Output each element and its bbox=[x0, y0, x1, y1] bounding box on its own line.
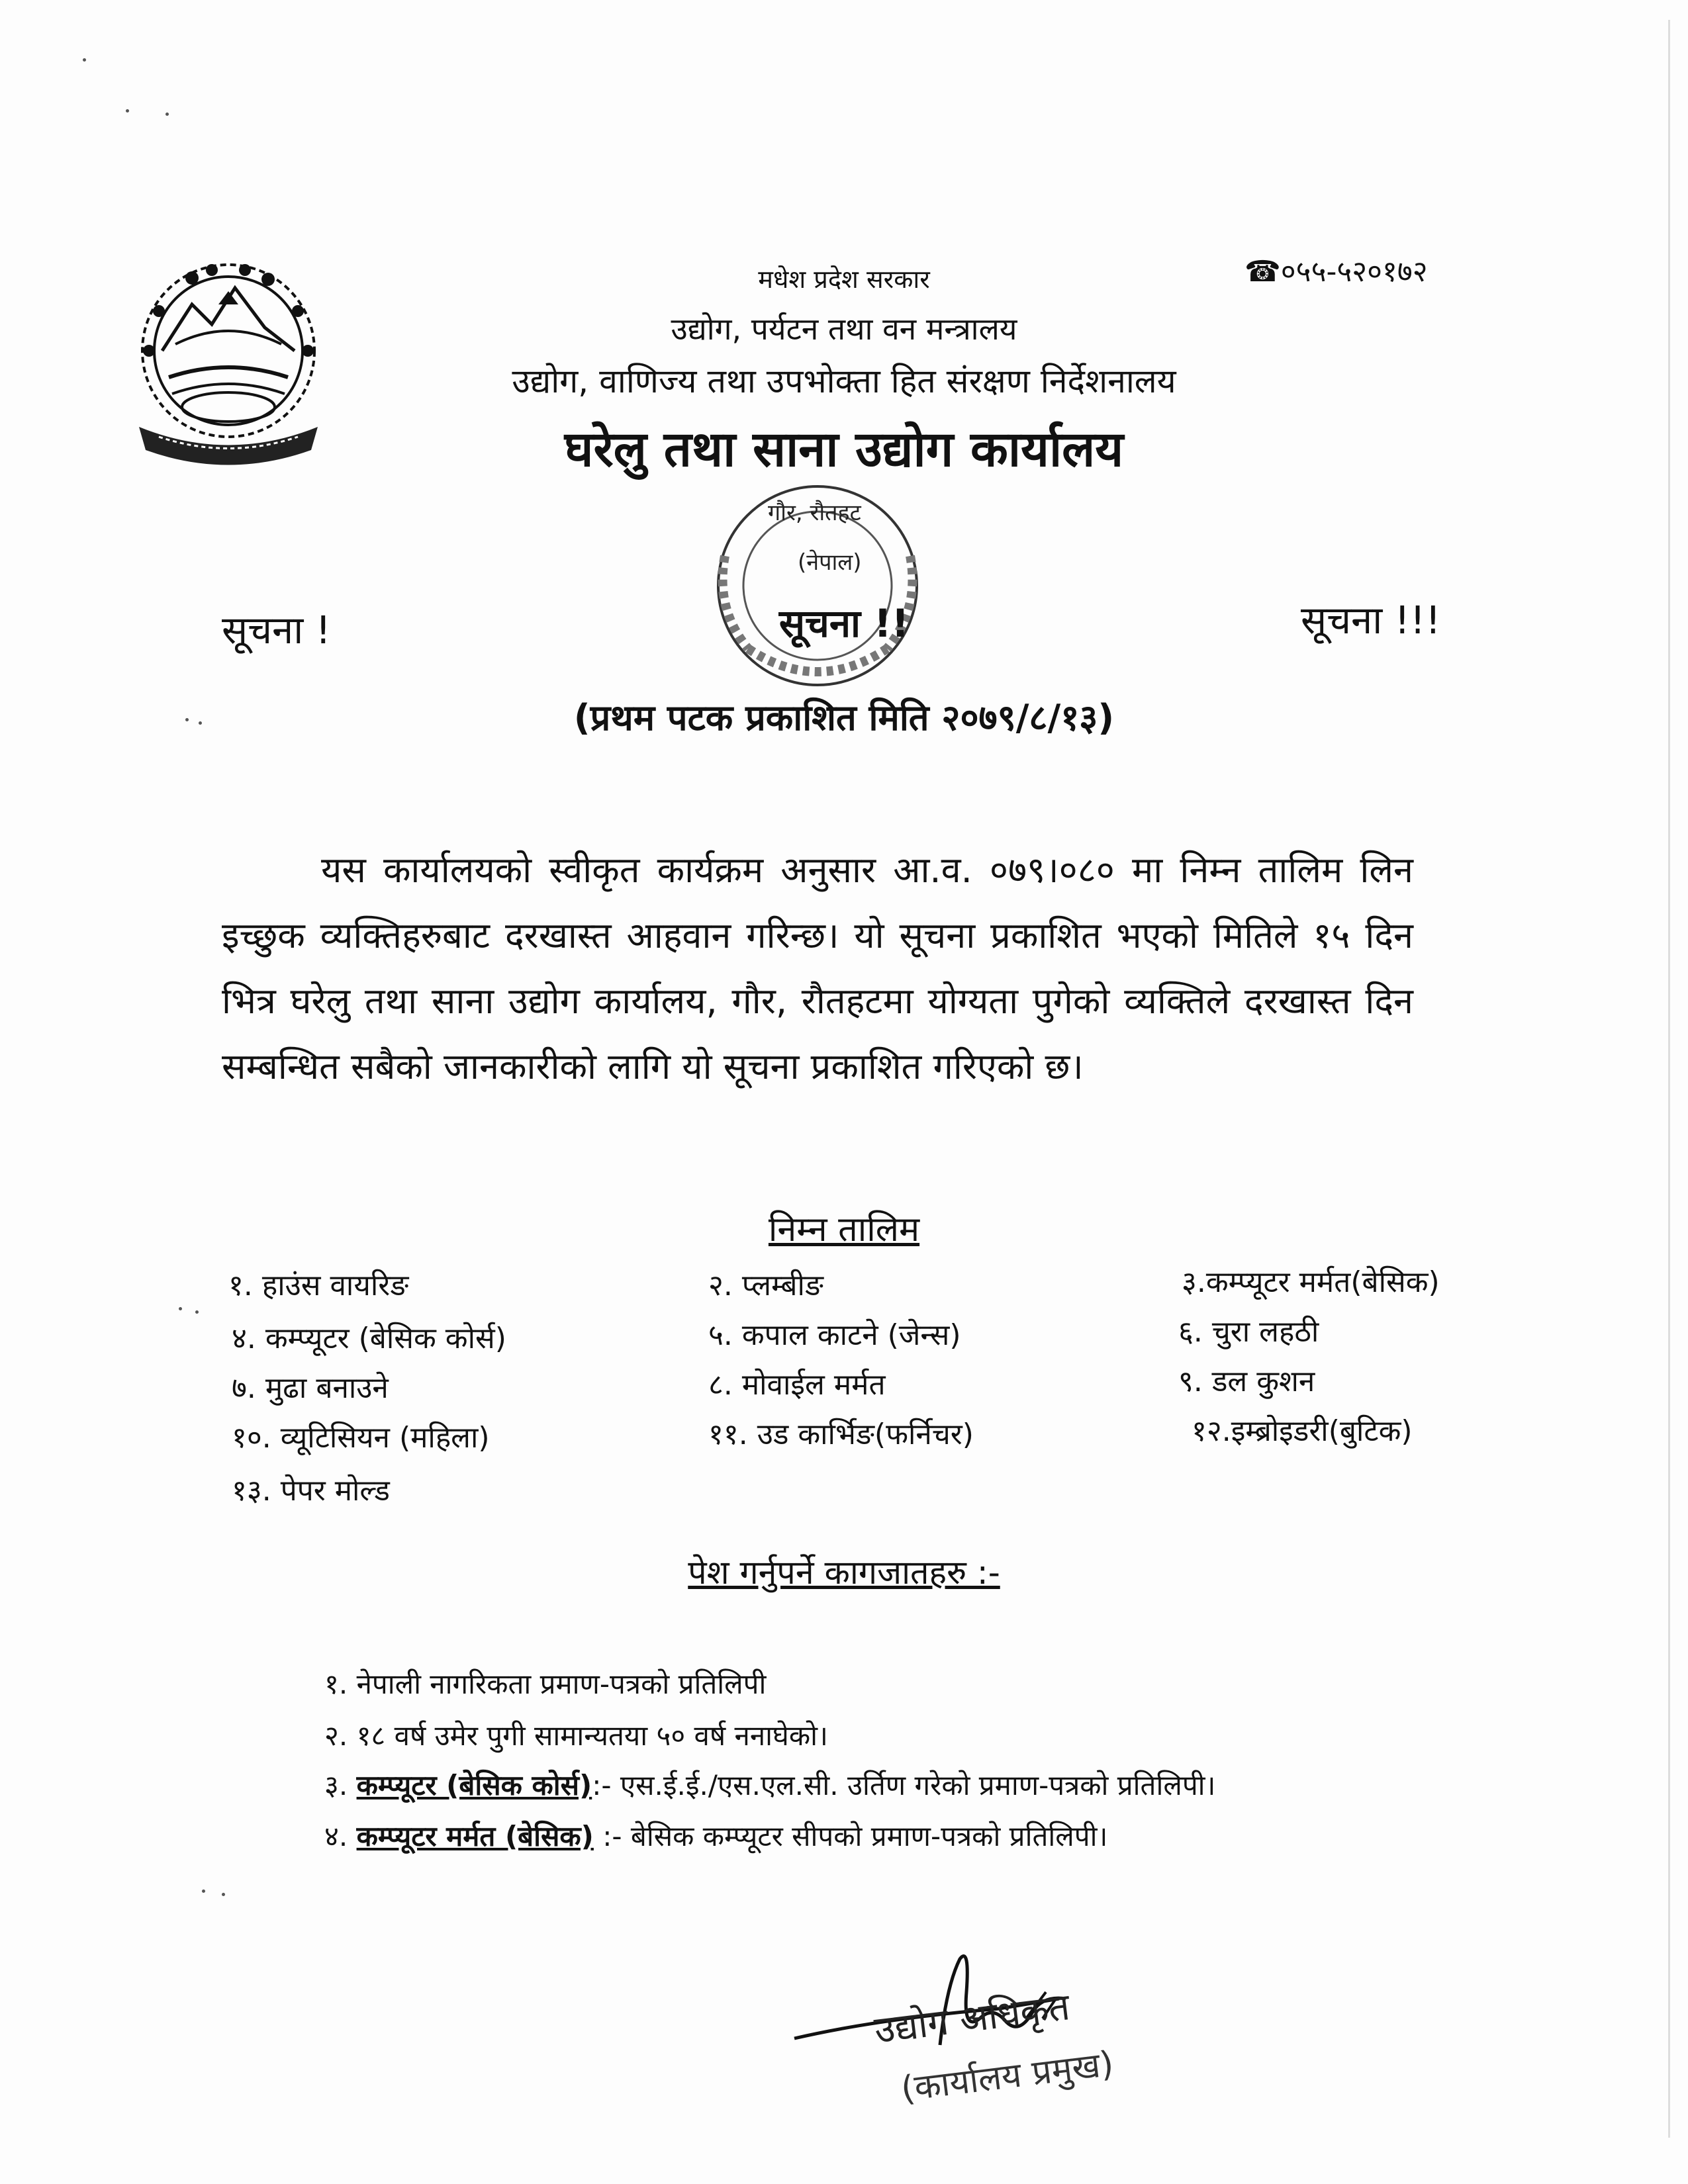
training-item: ३.कम्प्यूटर मर्मत(बेसिक) bbox=[1182, 1265, 1440, 1299]
document-number: ४. bbox=[324, 1820, 348, 1852]
document-item bbox=[324, 1664, 766, 1702]
scan-speck bbox=[83, 58, 86, 62]
directorate-name: उद्योग, वाणिज्य तथा उपभोक्ता हित संरक्षण निर्देशनालय bbox=[512, 362, 1176, 400]
document-item bbox=[324, 1817, 1107, 1854]
training-item: १. हाउंस वायरिङ bbox=[228, 1269, 409, 1302]
document-number: ३. bbox=[324, 1769, 348, 1801]
document-number: १. bbox=[324, 1668, 348, 1700]
official-stamp bbox=[675, 477, 953, 708]
notice-label-middle: सूचना !! bbox=[778, 601, 910, 646]
training-item: ७. मुढा बनाउने bbox=[232, 1371, 389, 1405]
scan-speck bbox=[179, 1307, 182, 1310]
document-text: नेपाली नागरिकता प्रमाण-पत्रको प्रतिलिपी bbox=[356, 1668, 767, 1700]
signatory-title: उद्योग अधिकृत bbox=[872, 1985, 1072, 2052]
ministry-name: उद्योग, पर्यटन तथा वन मन्त्रालय bbox=[671, 311, 1017, 347]
office-title: घरेलु तथा साना उद्योग कार्यालय bbox=[564, 421, 1124, 478]
document-text: :- बेसिक कम्प्यूटर सीपको प्रमाण-पत्रको प्रतिलिपी। bbox=[602, 1820, 1108, 1852]
scan-speck bbox=[185, 718, 189, 721]
body-paragraph: यस कार्यालयको स्वीकृत कार्यक्रम अनुसार आ.व. ०७९।०८० मा निम्न तालिम लिन इच्छुक व्यक्तिहरुबाट दरखास्त आहवान गरिन्छ। यो सूचना प्रकाशित भएको मितिले १५ दिन भित्र घरेलु तथा साना उद्योग कार्यालय, गौर, रौतहटमा योग्यता पुगेको व्यक्तिले दरखास्त दिन सम्बन्धित सबैको जानकारीको लागि यो सूचना प्रकाशित गरिएको छ। bbox=[222, 849, 1413, 1087]
stamp-line-1: गौर, रौतहट bbox=[768, 500, 861, 526]
scan-speck bbox=[199, 721, 202, 725]
document-text: १८ वर्ष उमेर पुगी सामान्यतया ५० वर्ष ननाघेको। bbox=[356, 1719, 828, 1752]
phone-number: ☎०५५-५२०१७२ bbox=[1244, 255, 1428, 289]
training-item: ४. कम्प्यूटर (बेसिक कोर्स) bbox=[232, 1322, 506, 1355]
training-item: १२.इम्ब्रोइडरी(बुटिक) bbox=[1192, 1414, 1413, 1448]
trainings-heading: निम्न तालिम bbox=[768, 1210, 920, 1250]
training-item: १३. पेपर मोल्ड bbox=[232, 1474, 390, 1508]
training-item: ८. मोवाईल मर्मत bbox=[708, 1368, 886, 1402]
scan-speck bbox=[126, 109, 129, 113]
document-item bbox=[324, 1766, 1215, 1803]
training-item: ९. डल कुशन bbox=[1178, 1365, 1315, 1398]
document-course: कम्प्यूटर मर्मत (बेसिक) bbox=[356, 1820, 594, 1852]
notice-label-right: सूचना !!! bbox=[1301, 598, 1441, 643]
stamp-line-2: (नेपाल) bbox=[798, 549, 862, 576]
training-item: ६. चुरा लहठी bbox=[1178, 1315, 1319, 1349]
training-item: ११. उड कार्भिङ(फर्निचर) bbox=[708, 1418, 974, 1451]
signatory-subtitle: (कार्यालय प्रमुख) bbox=[898, 2044, 1116, 2110]
page-edge-line bbox=[1668, 20, 1670, 2138]
documents-heading: पेश गर्नुपर्ने कागजातहरु :- bbox=[688, 1553, 1000, 1592]
notice-label-left: सूचना ! bbox=[222, 608, 331, 653]
training-item: २. प्लम्बीङ bbox=[708, 1269, 823, 1302]
document-number: २. bbox=[324, 1719, 348, 1752]
scan-speck bbox=[222, 1893, 225, 1896]
scan-speck bbox=[195, 1310, 199, 1314]
publication-date: (प्रथम पटक प्रकाशित मिति २०७९/८/१३) bbox=[573, 697, 1115, 739]
government-name: मधेश प्रदेश सरकार bbox=[758, 265, 930, 294]
document-item bbox=[324, 1716, 828, 1754]
document-text: :- एस.ई.ई./एस.एल.सी. उर्तिण गरेको प्रमाण-पत्रको प्रतिलिपी। bbox=[592, 1769, 1216, 1801]
training-item: १०. व्यूटिसियन (महिला) bbox=[232, 1421, 490, 1455]
document-course: कम्प्यूटर (बेसिक कोर्स) bbox=[356, 1769, 592, 1801]
training-item: ५. कपाल काटने (जेन्स) bbox=[708, 1318, 961, 1352]
scan-speck bbox=[202, 1889, 205, 1893]
scan-speck bbox=[165, 113, 169, 116]
